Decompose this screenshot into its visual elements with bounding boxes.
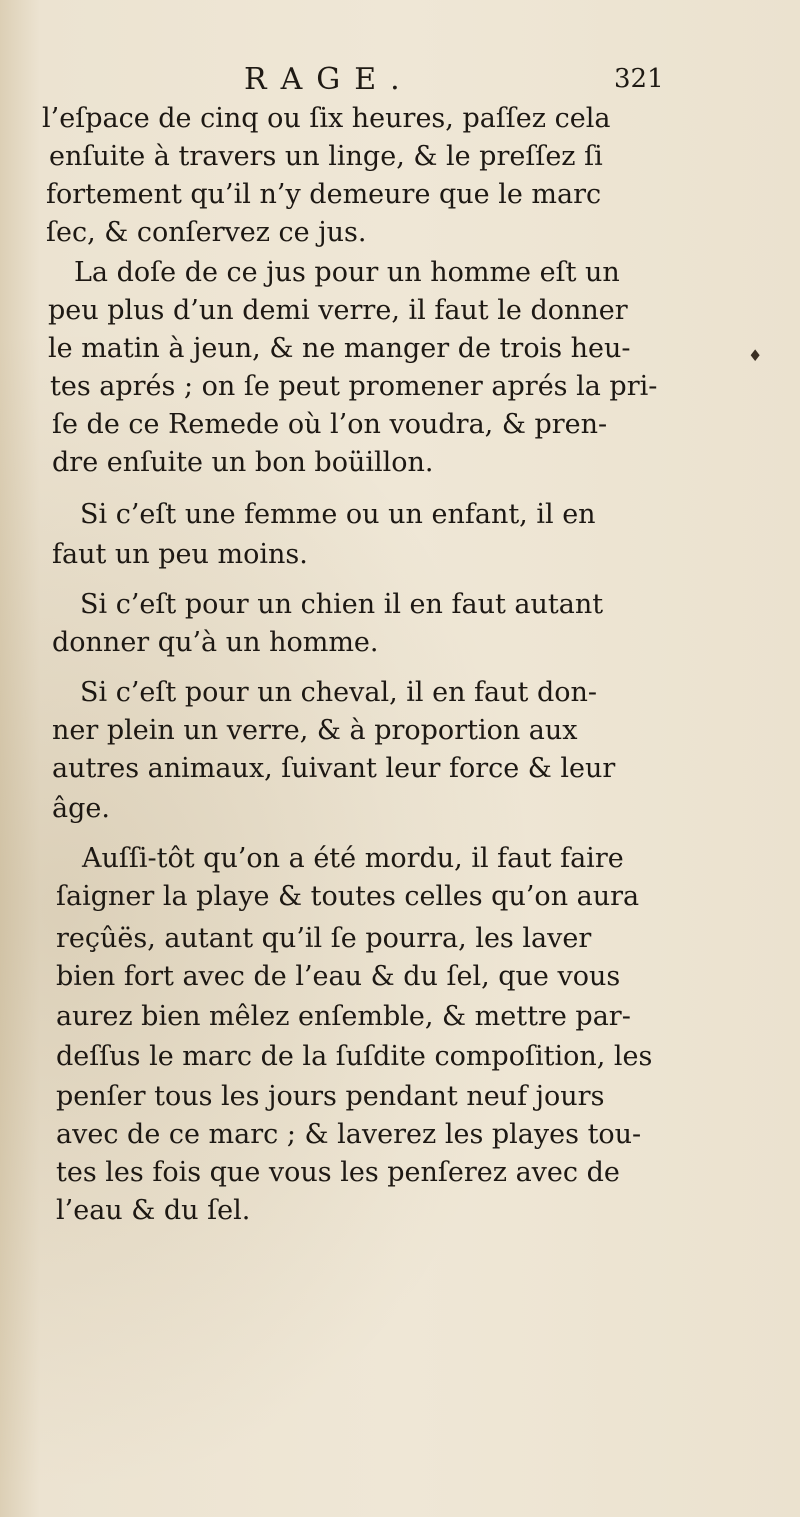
text-line: donner qu’à un homme. (52, 627, 379, 658)
text-line: bien fort avec de l’eau & du ſel, que vous (56, 961, 621, 992)
text-line: enſuite à travers un linge, & le preſſez ſi (49, 141, 603, 172)
text-line: ſaigner la playe & toutes celles qu’on aura (56, 881, 640, 912)
margin-mark: ♦ (748, 346, 763, 365)
text-line: l’eſpace de cinq ou ſix heures, paſſez cela (42, 103, 611, 134)
text-line: aurez bien mêlez enſemble, & mettre par- (56, 1001, 631, 1032)
page-header (0, 62, 800, 102)
text-line: Si c’eſt pour un chien il en faut autant (80, 589, 604, 620)
text-line: ſe de ce Remede où l’on voudra, & pren- (52, 409, 608, 440)
text-line: deſſus le marc de la ſuſdite compoſition, les (56, 1041, 653, 1072)
text-line: penſer tous les jours pendant neuf jours (56, 1081, 605, 1112)
text-line: La doſe de ce jus pour un homme eſt un (74, 257, 620, 288)
text-line: ſec, & conſervez ce jus. (46, 217, 367, 248)
text-line: faut un peu moins. (52, 539, 308, 570)
text-line: avec de ce marc ; & laverez les playes tou- (56, 1119, 642, 1150)
text-line: autres animaux, ſuivant leur force & leur (52, 753, 616, 784)
text-line: fortement qu’il n’y demeure que le marc (46, 179, 602, 210)
text-line: dre enſuite un bon boüillon. (52, 447, 434, 478)
text-line: Auſſi-tôt qu’on a été mordu, il faut faire (82, 843, 624, 874)
text-line: âge. (52, 793, 110, 824)
page-number: 321 (614, 64, 664, 94)
running-head: RAGE. (244, 62, 414, 97)
text-line: reçûës, autant qu’il ſe pourra, les laver (56, 923, 592, 954)
text-line: le matin à jeun, & ne manger de trois heu- (48, 333, 631, 364)
text-line: l’eau & du ſel. (56, 1195, 251, 1226)
text-line: tes aprés ; on ſe peut promener aprés la pri- (50, 371, 658, 402)
text-line: tes les fois que vous les penſerez avec de (56, 1157, 620, 1188)
text-line: ner plein un verre, & à proportion aux (52, 715, 578, 746)
text-line: peu plus d’un demi verre, il faut le donner (48, 295, 628, 326)
text-line: Si c’eſt pour un cheval, il en faut don- (80, 677, 598, 708)
text-line: Si c’eſt une femme ou un enfant, il en (80, 499, 596, 530)
